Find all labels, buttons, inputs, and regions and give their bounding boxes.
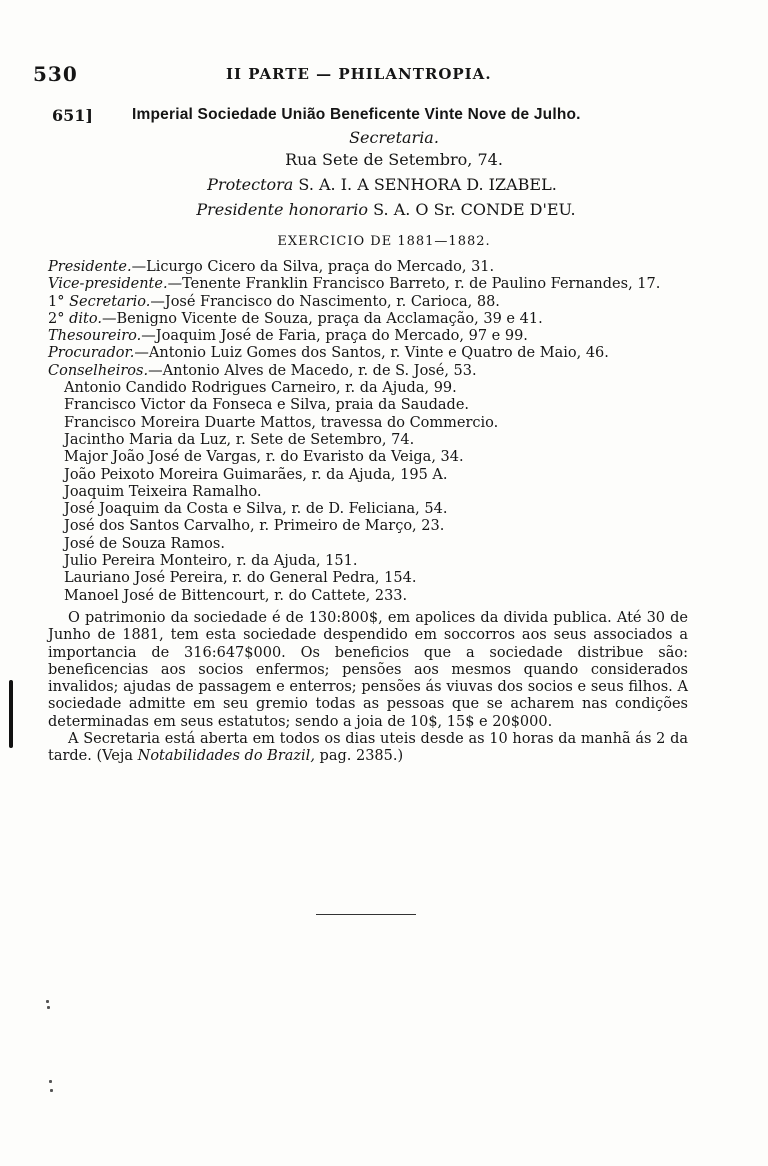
section-divider [316,914,416,915]
description-block [48,610,688,766]
patrimony-paragraph: O patrimonio da sociedade é de 130:800$, em apolices da divida publica. Até 30 de Junho de 1881, tem esta sociedade despendido em soccorros aos seus associados a importancia de 316:647$000. Os beneficios que a sociedade distribue são: beneficencias aos socios enfermos; pensões aos mesmos quando considerados invalidos; ajudas de passagem e enterros; pensões ás viuvas dos socios e seus filhos. A sociedade admitte em seu gremio todas as pessoas que se acharem nas condições determinadas em seus estatutos; sendo a joia de 10$, 15$ e 20$000. [48,610,688,730]
secretaria-heading: Secretaria. [349,128,439,147]
running-title: II PARTE — PHILANTROPIA. [226,65,492,83]
honorary-president-line [2,200,768,219]
member-line: Francisco Victor da Fonseca e Silva, praia da Saudade. [64,397,470,414]
honorary-president-value: S. A. O Sr. CONDE D'EU. [373,200,576,219]
officer-line: Presidente.—Licurgo Cicero da Silva, praça do Mercado, 31. [48,259,495,275]
member-line: Lauriano José Pereira, r. do General Pedra, 154. [64,570,417,587]
entry-number: 651] [52,106,93,125]
protectora-label: Protectora [207,175,294,194]
member-line: José Joaquim da Costa e Silva, r. de D. Feliciana, 54. [64,501,448,518]
officers-list [48,259,698,605]
reference-title: Notabilidades do Brazil, [137,748,315,765]
honorary-president-label: Presidente honorario [196,200,369,219]
office-hours-paragraph: A Secretaria está aberta em todos os dias uteis desde as 10 horas da manhã ás 2 da tarde. (Veja Notabilidades do Brazil, pag. 2385.) [48,731,688,765]
member-line: Julio Pereira Monteiro, r. da Ajuda, 151. [64,553,358,570]
member-line: Major João José de Vargas, r. do Evaristo da Veiga, 34. [64,449,464,466]
officer-line: 1° Secretario.—José Francisco do Nascimento, r. Carioca, 88. [48,293,500,310]
scan-speck [47,1006,50,1009]
organization-title: Imperial Sociedade União Beneficente Vinte Nove de Julho. [132,106,581,123]
member-line: Manoel José de Bittencourt, r. do Cattete, 233. [64,587,408,604]
member-line: Francisco Moreira Duarte Mattos, travessa do Commercio. [64,414,499,431]
officer-line: Thesoureiro.—Joaquim José de Faria, praça do Mercado, 97 e 99. [48,328,528,345]
page-number: 530 [33,62,78,86]
officer-line: Vice-presidente.—Tenente Franklin Francisco Barreto, r. de Paulino Fernandes, 17. [48,276,661,293]
member-line: Jacintho Maria da Luz, r. Sete de Setembro, 74. [64,431,415,448]
officer-line: 2° dito.—Benigno Vicente de Souza, praça da Acclamação, 39 e 41. [48,310,543,327]
officer-line: Procurador.—Antonio Luiz Gomes dos Santos, r. Vinte e Quatro de Maio, 46. [48,345,609,362]
member-line: José de Souza Ramos. [64,535,225,552]
officer-line: Conselheiros.—Antonio Alves de Macedo, r. de S. José, 53. [48,362,477,379]
member-line: José dos Santos Carvalho, r. Primeiro de Março, 23. [64,518,445,535]
member-line: Joaquim Teixeira Ramalho. [64,483,262,500]
margin-ink-mark [9,680,13,748]
address-line: Rua Sete de Setembro, 74. [285,150,503,169]
scan-speck [50,1089,53,1092]
protectora-value: S. A. I. A SENHORA D. IZABEL. [298,175,557,194]
exercise-year-heading: EXERCICIO DE 1881—1882. [277,234,491,249]
member-line: Antonio Candido Rodrigues Carneiro, r. da Ajuda, 99. [64,380,457,397]
scan-speck [46,1000,49,1003]
protectora-line [0,175,766,194]
member-line: João Peixoto Moreira Guimarães, r. da Ajuda, 195 A. [64,466,448,483]
scan-speck [49,1080,52,1083]
